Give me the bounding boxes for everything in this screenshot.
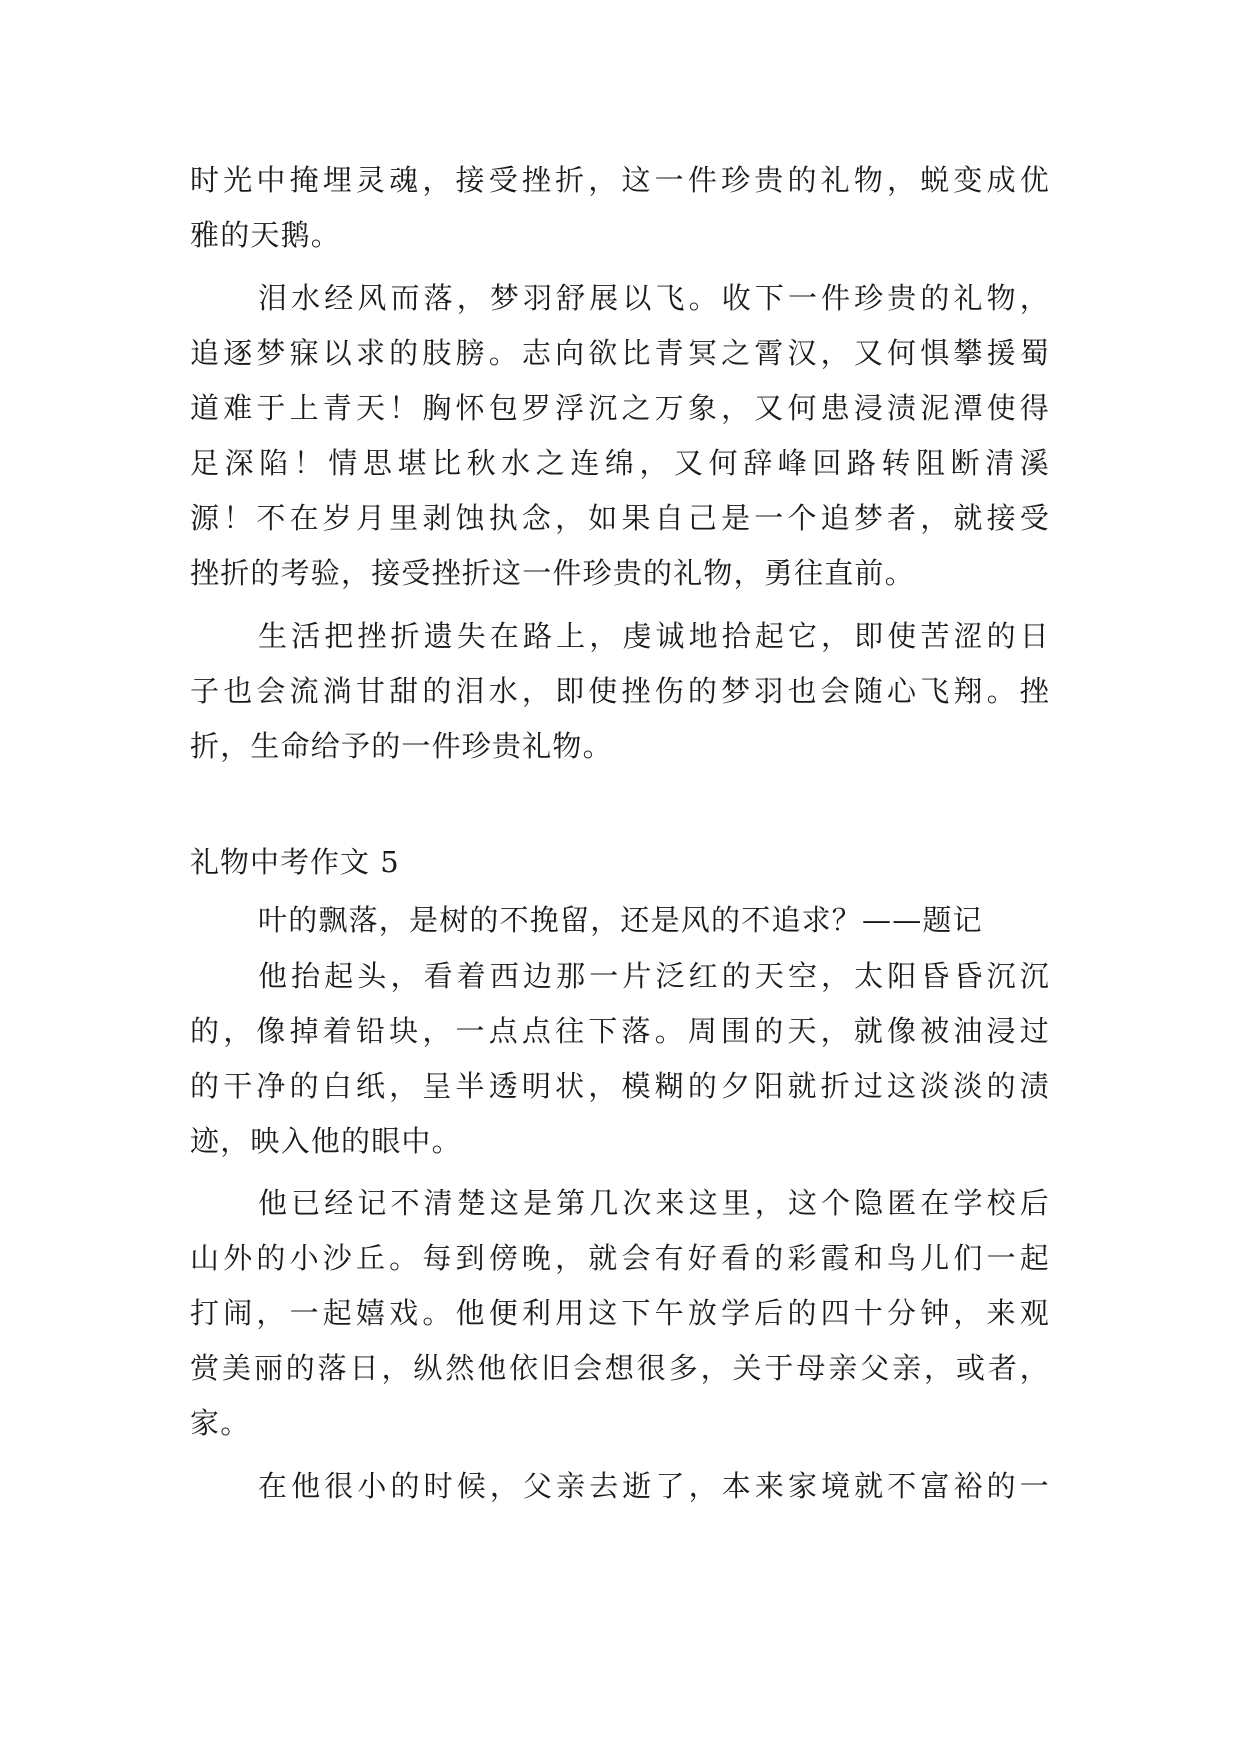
text-line: 雅的天鹅。 bbox=[190, 218, 342, 252]
text-line: 生活把挫折遗失在路上，虔诚地拾起它，即使苦涩的日 bbox=[258, 619, 1050, 653]
text-line: 家。 bbox=[190, 1406, 251, 1440]
text-line: 子也会流淌甘甜的泪水，即使挫伤的梦羽也会随心飞翔。挫 bbox=[190, 674, 1050, 708]
text-line: 他已经记不清楚这是第几次来这里，这个隐匿在学校后 bbox=[258, 1186, 1050, 1220]
text-line: 他抬起头，看着西边那一片泛红的天空，太阳昏昏沉沉 bbox=[258, 959, 1050, 993]
text-line: 在他很小的时候，父亲去逝了，本来家境就不富裕的一 bbox=[258, 1469, 1050, 1503]
text-line: 泪水经风而落，梦羽舒展以飞。收下一件珍贵的礼物， bbox=[258, 281, 1050, 315]
text-line: 的，像掉着铅块，一点点往下落。周围的天，就像被油浸过 bbox=[190, 1014, 1050, 1048]
text-line: 挫折的考验，接受挫折这一件珍贵的礼物，勇往直前。 bbox=[190, 556, 915, 590]
text-line: 追逐梦寐以求的肢膀。志向欲比青冥之霄汉，又何惧攀援蜀 bbox=[190, 336, 1050, 370]
text-line: 山外的小沙丘。每到傍晚，就会有好看的彩霞和鸟儿们一起 bbox=[190, 1241, 1050, 1275]
text-line: 源！不在岁月里剥蚀执念，如果自己是一个追梦者，就接受 bbox=[190, 501, 1050, 535]
text-line: 足深陷！情思堪比秋水之连绵，又何辞峰回路转阻断清溪 bbox=[190, 446, 1050, 480]
text-line: 叶的飘落，是树的不挽留，还是风的不追求？——题记 bbox=[258, 903, 983, 937]
text-line: 折，生命给予的一件珍贵礼物。 bbox=[190, 729, 613, 763]
text-line: 打闹，一起嬉戏。他便利用这下午放学后的四十分钟，来观 bbox=[190, 1296, 1050, 1330]
text-line: 时光中掩埋灵魂，接受挫折，这一件珍贵的礼物，蜕变成优 bbox=[190, 163, 1050, 197]
text-line: 的干净的白纸，呈半透明状，模糊的夕阳就折过这淡淡的渍 bbox=[190, 1069, 1050, 1103]
section-heading: 礼物中考作文 5 bbox=[190, 845, 400, 879]
text-line: 迹，映入他的眼中。 bbox=[190, 1124, 462, 1158]
text-line: 赏美丽的落日，纵然他依旧会想很多，关于母亲父亲，或者， bbox=[190, 1351, 1050, 1385]
text-line: 道难于上青天！胸怀包罗浮沉之万象，又何患浸渍泥潭使得 bbox=[190, 391, 1050, 425]
